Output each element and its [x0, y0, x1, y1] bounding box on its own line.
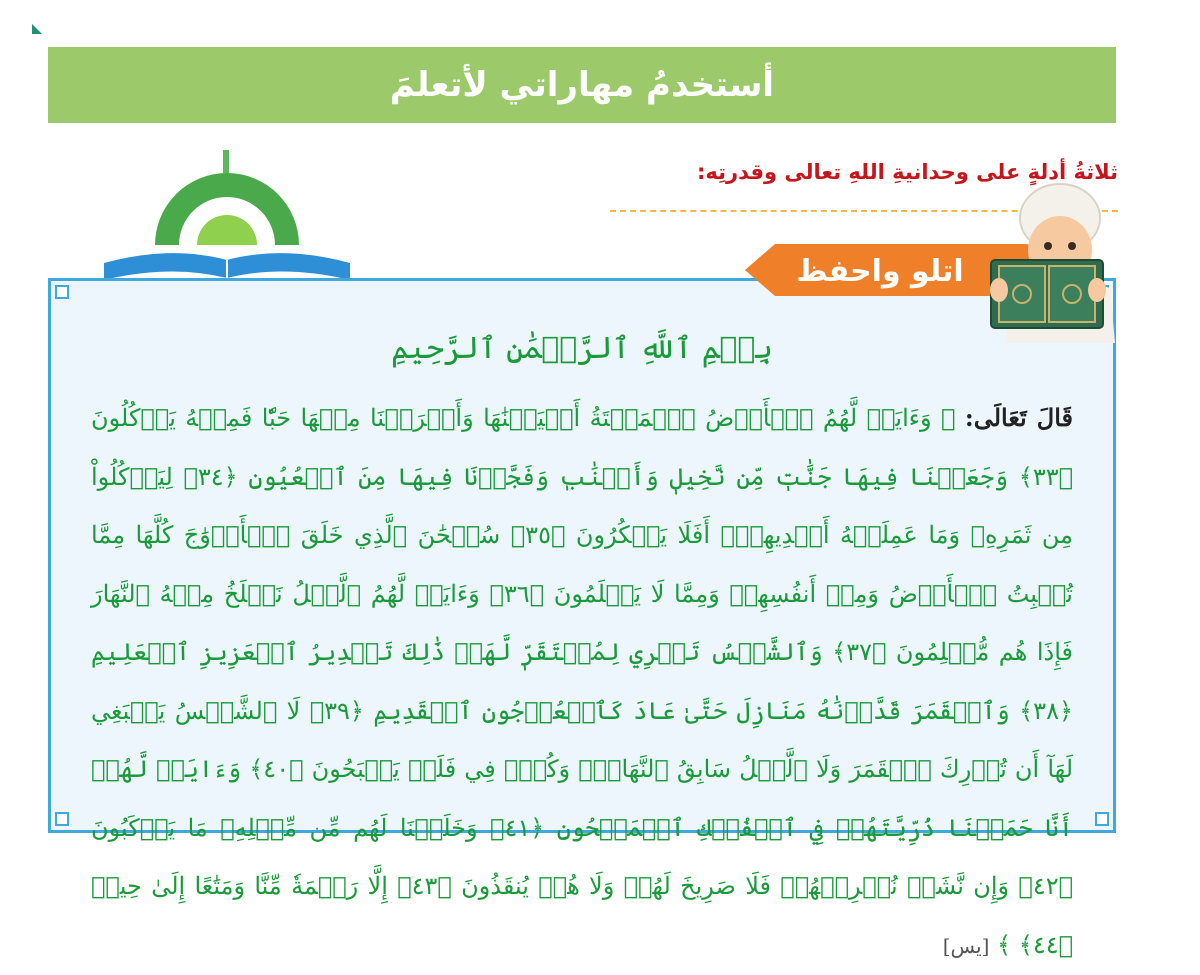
- frame-corner-bottom-left: [55, 812, 69, 826]
- boy-reading-quran-icon: [985, 178, 1130, 343]
- quran-verses: [91, 389, 1073, 975]
- recitation-frame: [48, 278, 1116, 959]
- lesson-subtitle: ثلاثةُ أدلةٍ على وحدانيةِ اللهِ تعالى وقدرتِه:: [697, 160, 1118, 184]
- frame-corner-bottom-right: [1095, 812, 1109, 826]
- surah-reference: [يس]: [942, 933, 990, 958]
- title-banner: [48, 47, 1116, 123]
- corner-triangle-mark: [32, 24, 42, 34]
- recite-memorize-label: اتلو واحفظ: [796, 253, 964, 289]
- banner-title: أستخدمُ مهاراتي لأتعلمَ: [389, 65, 775, 105]
- mosque-book-logo-icon: [100, 120, 370, 285]
- basmala: بِسۡمِ ٱللَّهِ ٱلرَّحۡمَٰنِ ٱلرَّحِيمِ: [391, 331, 773, 366]
- verse-intro: قَالَ تَعَالَى:: [964, 403, 1073, 432]
- frame-corner-top-left: [55, 285, 69, 299]
- verse-text: ﴿ وَءَايَةٞ لَّهُمُ ٱلۡأَرۡضُ ٱلۡمَيۡتَةُ أَحۡيَيۡنَٰهَا وَأَخۡرَجۡنَا مِنۡهَا حَبّٗا فَمِنۡهُ يَأۡكُلُونَ ﴿٣٣﴾ وَجَعَلۡنَا فِيهَا جَنَّٰتٖ مِّن نَّخِيلٖ وَأَعۡنَٰبٖ وَفَجَّرۡنَا فِيهَا مِنَ ٱلۡعُيُونِ ﴿٣٤﴾ لِيَأۡكُلُواْ مِن ثَمَرِهِۦ وَمَا عَمِلَتۡهُ أَيۡدِيهِمۡۚ أَفَلَا يَشۡكُرُونَ ﴿٣٥﴾ سُبۡحَٰنَ ٱلَّذِي خَلَقَ ٱلۡأَزۡوَٰجَ كُلَّهَا مِمَّا تُنۢبِتُ ٱلۡأَرۡضُ وَمِنۡ أَنفُسِهِمۡ وَمِمَّا لَا يَعۡلَمُونَ ﴿٣٦﴾ وَءَايَةٞ لَّهُمُ ٱلَّيۡلُ نَسۡلَخُ مِنۡهُ ٱلنَّهَارَ فَإِذَا هُم مُّظۡلِمُونَ ﴿٣٧﴾ وَٱلشَّمۡسُ تَجۡرِي لِمُسۡتَقَرّٖ لَّهَاۚ ذَٰلِكَ تَقۡدِيرُ ٱلۡعَزِيزِ ٱلۡعَلِيمِ ﴿٣٨﴾ وَٱلۡقَمَرَ قَدَّرۡنَٰهُ مَنَازِلَ حَتَّىٰ عَادَ كَٱلۡعُرۡجُونِ ٱلۡقَدِيمِ ﴿٣٩﴾ لَا ٱلشَّمۡسُ يَنۢبَغِي لَهَآ أَن تُدۡرِكَ ٱلۡقَمَرَ وَلَا ٱلَّيۡلُ سَابِقُ ٱلنَّهَارِۚ وَكُلّٞ فِي فَلَكٖ يَسۡبَحُونَ ﴿٤٠﴾ وَءَايَةٞ لَّهُمۡ أَنَّا حَمَلۡنَا ذُرِّيَّتَهُمۡ فِي ٱلۡفُلۡكِ ٱلۡمَشۡحُونِ ﴿٤١﴾ وَخَلَقۡنَا لَهُم مِّن مِّثۡلِهِۦ مَا يَرۡكَبُونَ ﴿٤٢﴾ وَإِن نَّشَأۡ نُغۡرِقۡهُمۡ فَلَا صَرِيخَ لَهُمۡ وَلَا هُمۡ يُنقَذُونَ ﴿٤٣﴾ إِلَّا رَحۡمَةٗ مِّنَّا وَمَتَٰعًا إِلَىٰ حِينٖ ﴿٤٤﴾ ﴾: [91, 404, 1074, 959]
